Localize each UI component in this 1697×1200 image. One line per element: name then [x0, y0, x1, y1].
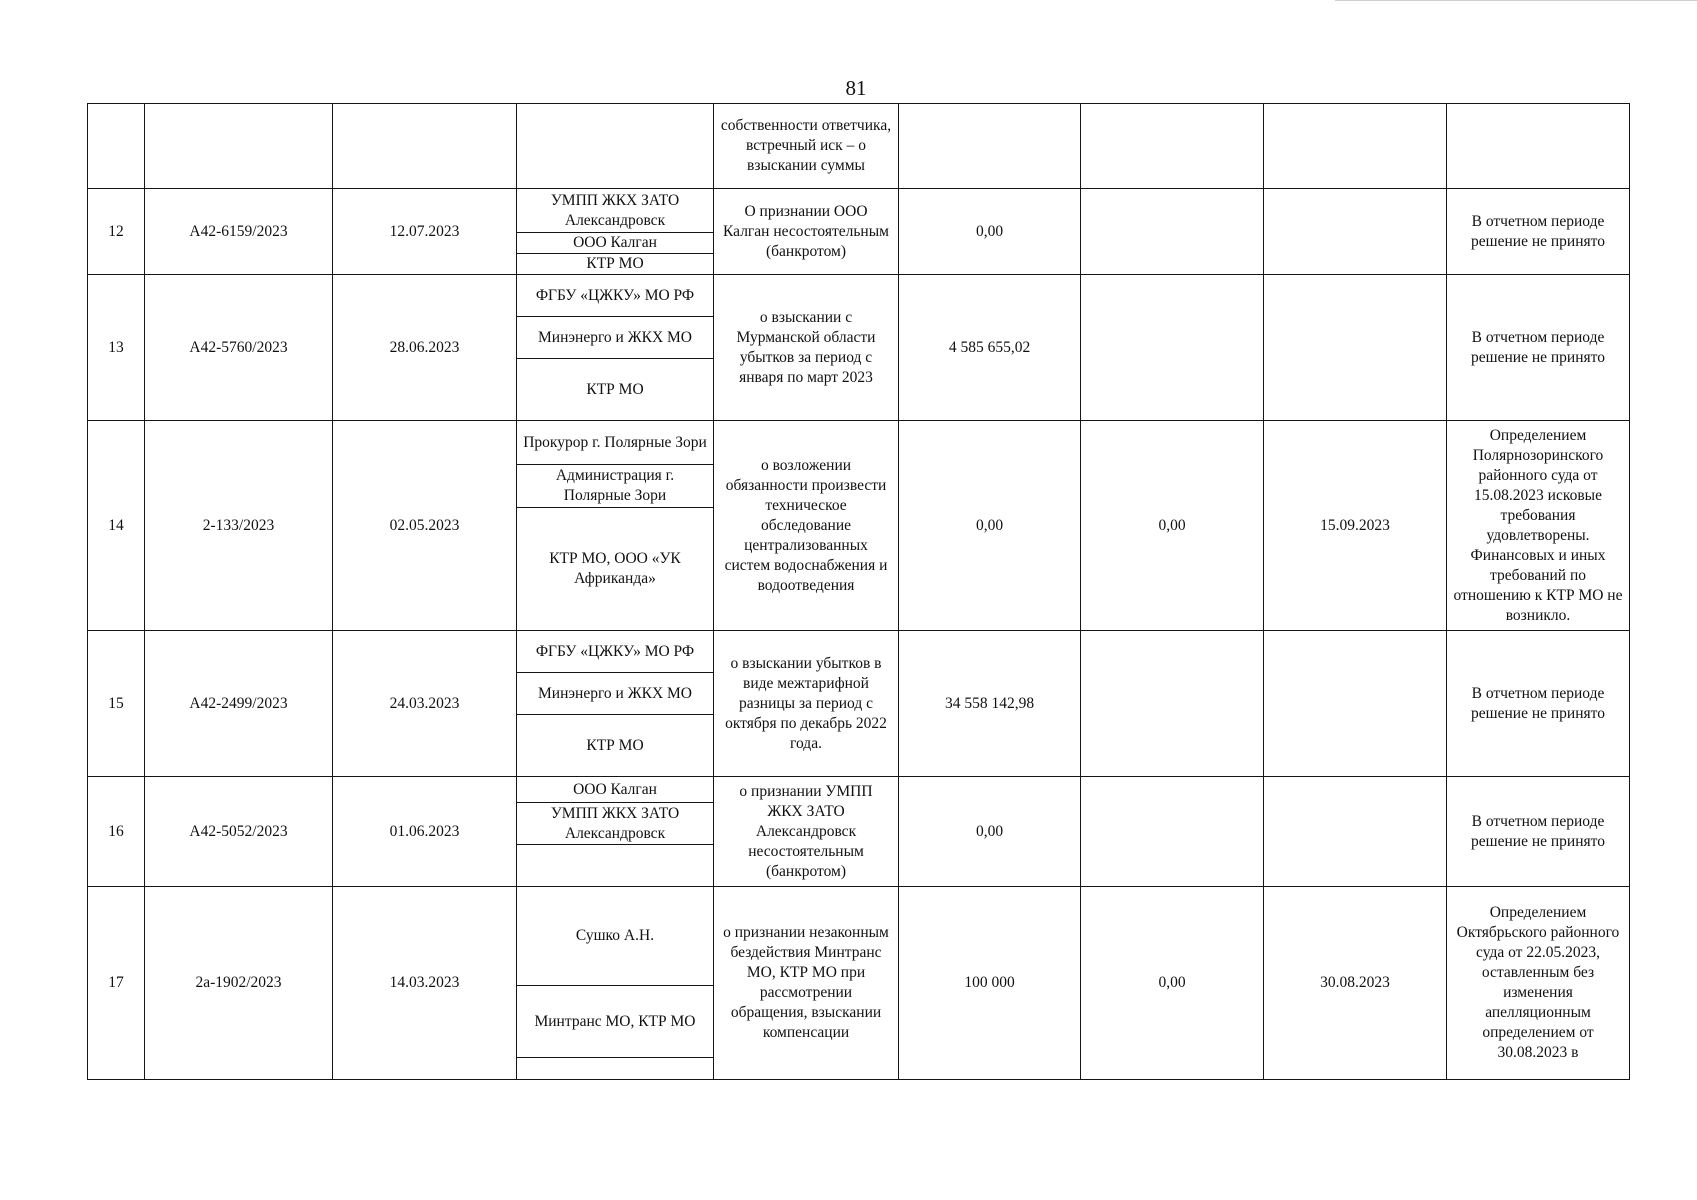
- table-row-continuation: [88, 104, 1630, 189]
- cell-parties: [517, 104, 714, 189]
- cell-case: 2а-1902/2023: [145, 887, 333, 1080]
- table-row: [88, 189, 1630, 233]
- table-row: [88, 777, 1630, 803]
- cell-awarded: [1081, 275, 1264, 421]
- cell-date: 02.05.2023: [333, 421, 517, 631]
- cell-num: 13: [88, 275, 145, 421]
- cell-party: Минэнерго и ЖКХ МО: [517, 673, 714, 715]
- cell-result: В отчетном периоде решение не принято: [1447, 631, 1630, 777]
- cell-result: В отчетном периоде решение не принято: [1447, 777, 1630, 887]
- cell-party: УМПП ЖКХ ЗАТО Александровск: [517, 803, 714, 845]
- cell-num: [88, 104, 145, 189]
- cell-subject: о признании незаконным бездействия Минтранс МО, КТР МО при рассмотрении обращения, взыскании компенсации: [714, 887, 899, 1080]
- cell-claim: 0,00: [899, 421, 1081, 631]
- cell-awarded: [1081, 631, 1264, 777]
- cell-claim: 0,00: [899, 777, 1081, 887]
- cell-claim: 34 558 142,98: [899, 631, 1081, 777]
- cell-date: 01.06.2023: [333, 777, 517, 887]
- table-row: [88, 631, 1630, 673]
- cell-party: КТР МО: [517, 715, 714, 777]
- cell-party: КТР МО: [517, 359, 714, 421]
- cell-num: 12: [88, 189, 145, 275]
- cell-date: [333, 104, 517, 189]
- cell-awarded: [1081, 189, 1264, 275]
- court-cases-table: [87, 103, 1630, 1080]
- cell-num: 17: [88, 887, 145, 1080]
- cell-subject: о взыскании с Мурманской области убытков за период с января по март 2023: [714, 275, 899, 421]
- cell-case: А42-5760/2023: [145, 275, 333, 421]
- cell-date: 24.03.2023: [333, 631, 517, 777]
- page-number: 81: [845, 76, 867, 100]
- cell-result: В отчетном периоде решение не принято: [1447, 189, 1630, 275]
- cell-party: КТР МО, ООО «УК Африканда»: [517, 508, 714, 631]
- cell-decision-date: [1264, 189, 1447, 275]
- cell-party: Минтранс МО, КТР МО: [517, 986, 714, 1058]
- cell-case: 2-133/2023: [145, 421, 333, 631]
- cell-case: А42-5052/2023: [145, 777, 333, 887]
- cell-party: Минэнерго и ЖКХ МО: [517, 317, 714, 359]
- cell-party: [517, 1058, 714, 1080]
- cell-case: А42-6159/2023: [145, 189, 333, 275]
- cell-party: ФГБУ «ЦЖКУ» МО РФ: [517, 631, 714, 673]
- cell-claim: [899, 104, 1081, 189]
- cell-party: [517, 845, 714, 887]
- cell-party: Администрация г. Полярные Зори: [517, 465, 714, 508]
- cell-date: 12.07.2023: [333, 189, 517, 275]
- cell-decision-date: [1264, 275, 1447, 421]
- table-row: [88, 887, 1630, 986]
- cell-claim: 0,00: [899, 189, 1081, 275]
- cell-subject: о взыскании убытков в виде межтарифной разницы за период с октября по декабрь 2022 года.: [714, 631, 899, 777]
- cell-date: 28.06.2023: [333, 275, 517, 421]
- cell-date: 14.03.2023: [333, 887, 517, 1080]
- cell-party: ООО Калган: [517, 233, 714, 254]
- cell-result: В отчетном периоде решение не принято: [1447, 275, 1630, 421]
- cell-party: КТР МО: [517, 254, 714, 275]
- cell-num: 15: [88, 631, 145, 777]
- table-row: [88, 275, 1630, 317]
- table-row: [88, 421, 1630, 465]
- cell-decision-date: [1264, 631, 1447, 777]
- cell-case: А42-2499/2023: [145, 631, 333, 777]
- cell-subject: О признании ООО Калган несостоятельным (банкротом): [714, 189, 899, 275]
- cell-party: Сушко А.Н.: [517, 887, 714, 986]
- cell-awarded: 0,00: [1081, 421, 1264, 631]
- cell-party: ООО Калган: [517, 777, 714, 803]
- scan-edge-line: [1335, 0, 1697, 1]
- cell-num: 16: [88, 777, 145, 887]
- cell-claim: 100 000: [899, 887, 1081, 1080]
- cell-result: Определением Полярнозоринского районного суда от 15.08.2023 исковые требования удовлетворены. Финансовых и иных требований по отношению к КТР МО не возникло.: [1447, 421, 1630, 631]
- cell-awarded: 0,00: [1081, 887, 1264, 1080]
- cell-subject: о признании УМПП ЖКХ ЗАТО Александровск несостоятельным (банкротом): [714, 777, 899, 887]
- cell-decision-date: [1264, 777, 1447, 887]
- cell-decision-date: [1264, 104, 1447, 189]
- cell-decision-date: 15.09.2023: [1264, 421, 1447, 631]
- cell-awarded: [1081, 104, 1264, 189]
- cell-party: ФГБУ «ЦЖКУ» МО РФ: [517, 275, 714, 317]
- cell-subject: о возложении обязанности произвести техническое обследование централизованных систем водоснабжения и водоотведения: [714, 421, 899, 631]
- cell-party: Прокурор г. Полярные Зори: [517, 421, 714, 465]
- cell-awarded: [1081, 777, 1264, 887]
- cell-decision-date: 30.08.2023: [1264, 887, 1447, 1080]
- cell-result: Определением Октябрьского районного суда от 22.05.2023, оставленным без изменения апелляционным определением от 30.08.2023 в: [1447, 887, 1630, 1080]
- cell-result: [1447, 104, 1630, 189]
- cell-num: 14: [88, 421, 145, 631]
- cell-subject: собственности ответчика, встречный иск – о взыскании суммы: [714, 104, 899, 189]
- cell-case: [145, 104, 333, 189]
- cell-claim: 4 585 655,02: [899, 275, 1081, 421]
- cell-party: УМПП ЖКХ ЗАТО Александровск: [517, 189, 714, 233]
